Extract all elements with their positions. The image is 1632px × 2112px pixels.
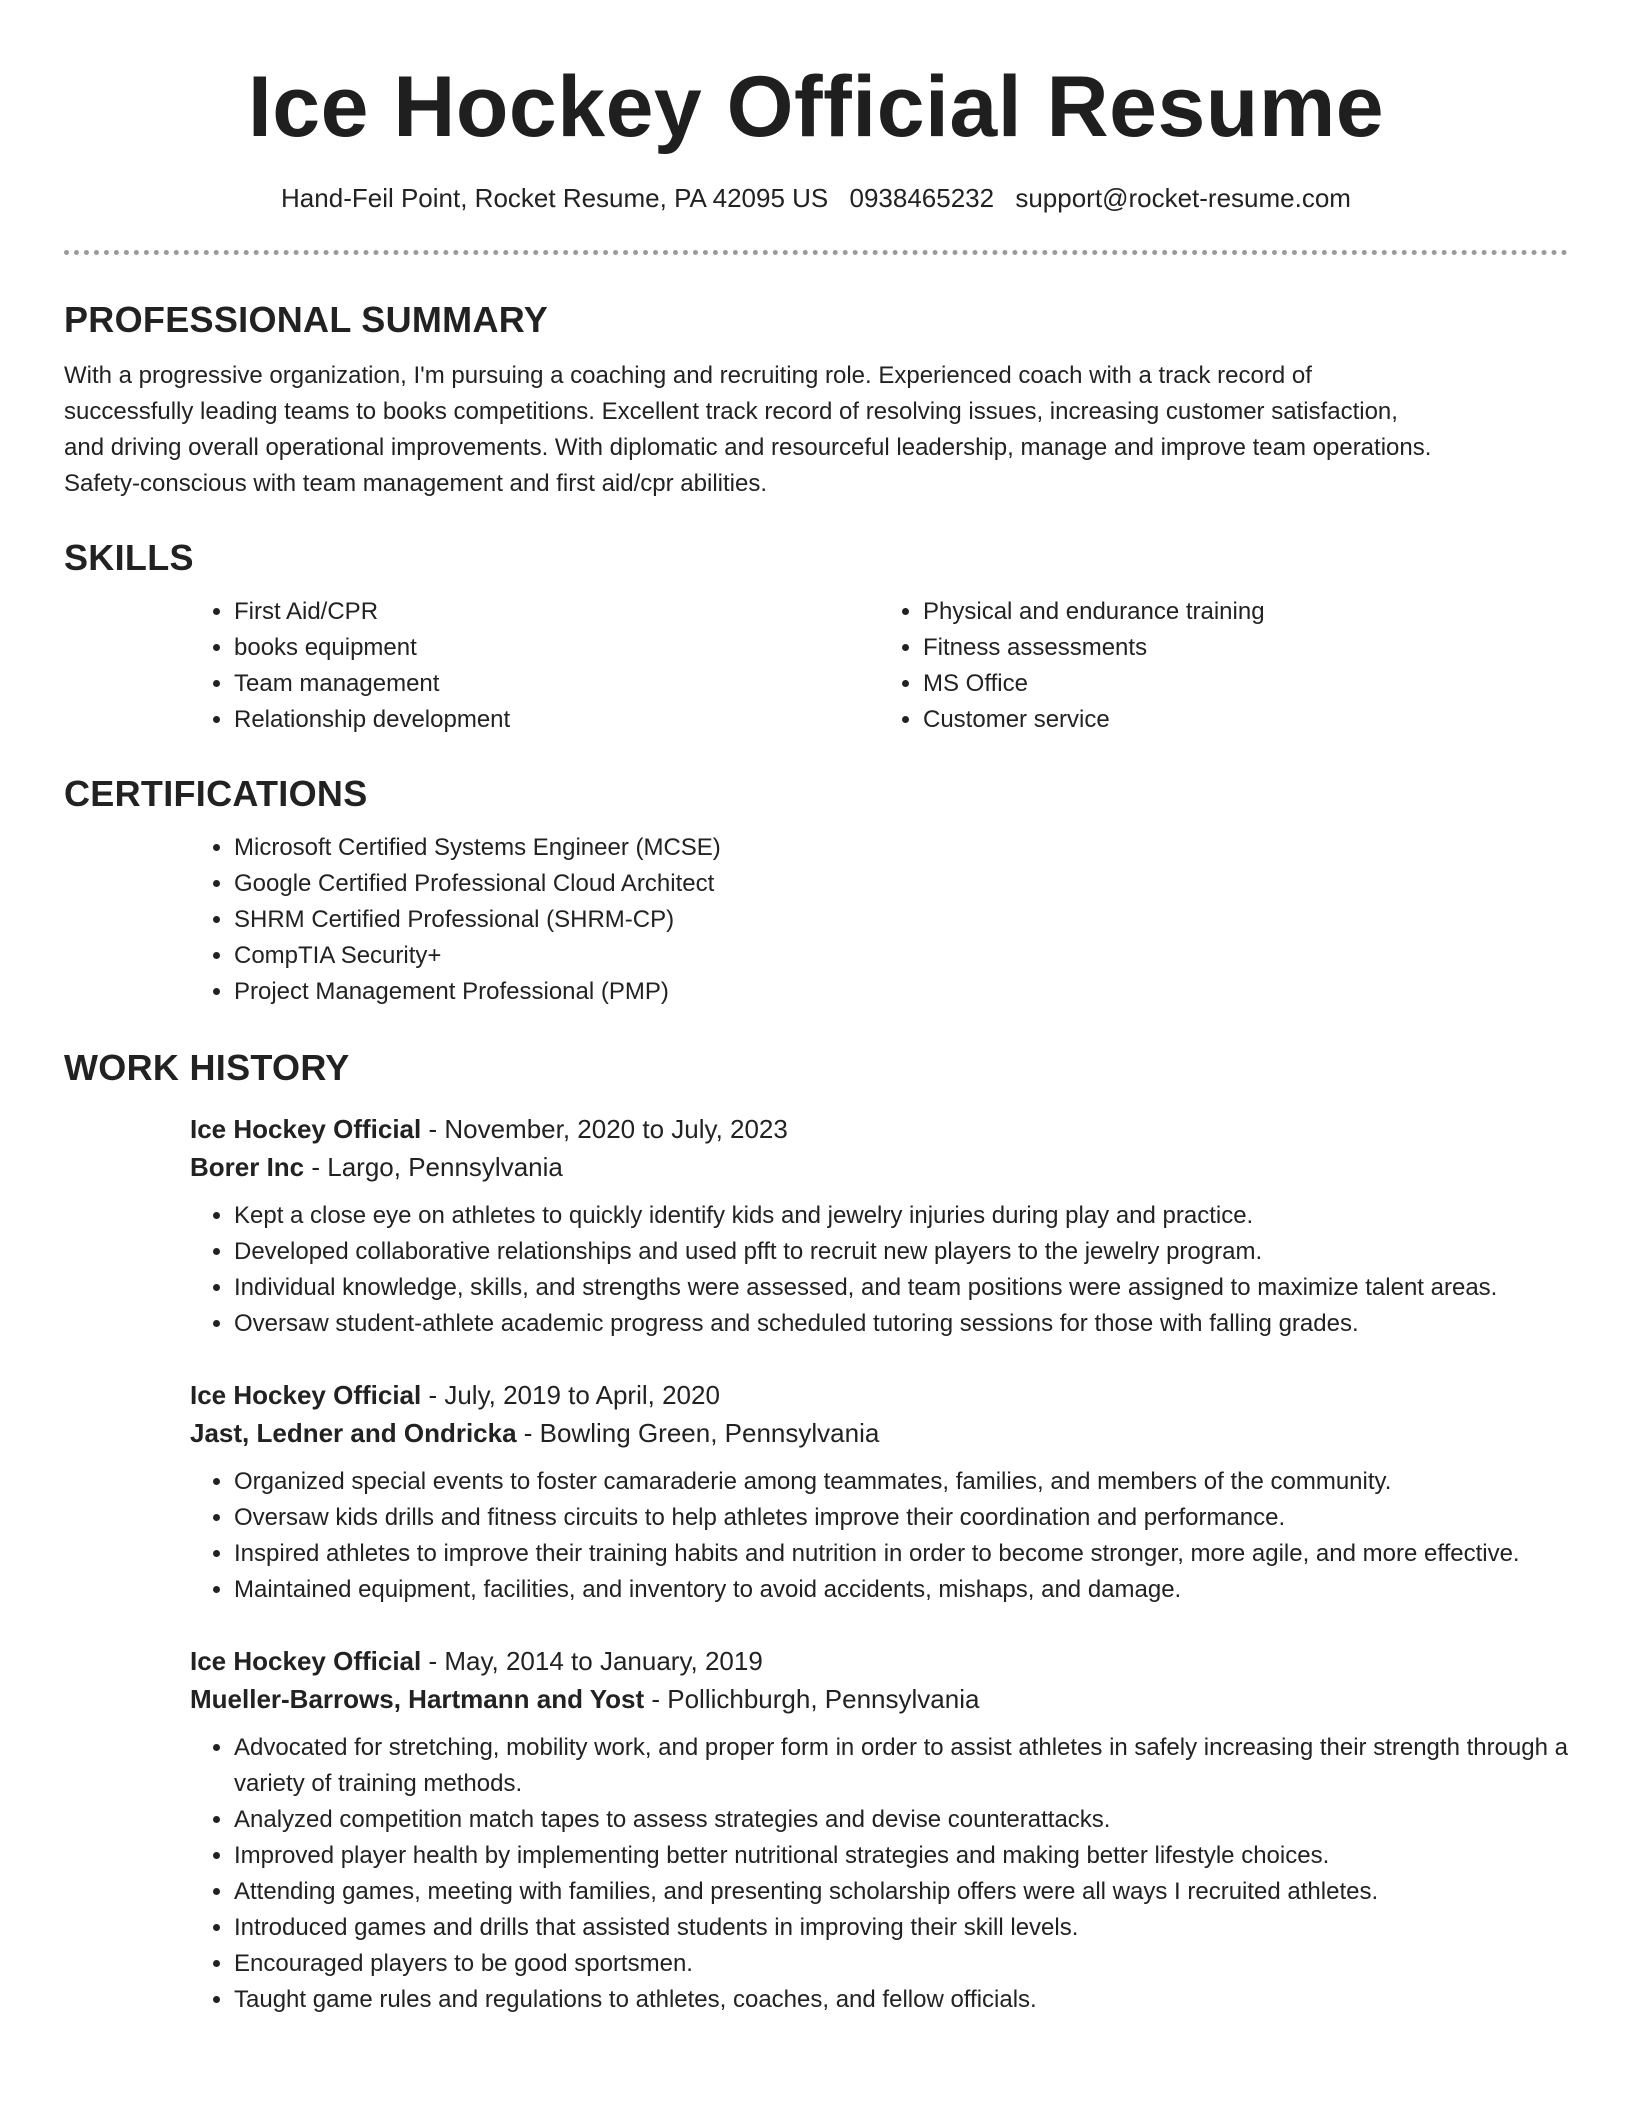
skill-item: • Customer service <box>923 702 1568 738</box>
job-role: Ice Hockey Official <box>190 1114 422 1144</box>
job-location: - Pollichburgh, Pennsylvania <box>644 1684 980 1714</box>
job-bullet: • Advocated for stretching, mobility work, and proper form in order to assist athletes in safely increasing their strength through a variety of training methods. <box>234 1730 1568 1802</box>
work-history-section <box>64 1046 1568 2018</box>
skills-section <box>64 536 1568 738</box>
header-divider <box>64 250 1568 255</box>
certification-item: • SHRM Certified Professional (SHRM-CP) <box>234 902 1568 938</box>
skills-list-left <box>190 594 879 738</box>
summary-text: With a progressive organization, I'm pursuing a coaching and recruiting role. Experienced coach with a track record of successfully leading teams to books competitions. Excellent track record of resolving issues, increasing customer satisfaction, and driving overall operational improvements. With diplomatic and resourceful leadership, manage and improve team operations. Safety-conscious with team management and first aid/cpr abilities. <box>64 362 1432 497</box>
resume-title: Ice Hockey Official Resume <box>247 59 1385 155</box>
certifications-list <box>190 830 1568 1010</box>
job-location: - Bowling Green, Pennsylvania <box>516 1418 880 1448</box>
skill-item: • First Aid/CPR <box>234 594 879 630</box>
certification-item: • Microsoft Certified Systems Engineer (MCSE) <box>234 830 1568 866</box>
contact-line <box>0 180 1632 216</box>
job-company-line <box>190 1680 1568 1718</box>
job-bullet: • Oversaw student-athlete academic progress and scheduled tutoring sessions for those with falling grades. <box>234 1306 1568 1342</box>
job-company: Borer Inc <box>190 1152 305 1182</box>
job-bullets <box>190 1464 1568 1608</box>
summary-section <box>64 298 1568 502</box>
job-title-line <box>190 1642 1568 1680</box>
job-entry <box>190 1642 1568 2018</box>
contact-email: support@rocket-resume.com <box>1015 183 1351 213</box>
job-role: Ice Hockey Official <box>190 1646 422 1676</box>
skill-item: • Physical and endurance training <box>923 594 1568 630</box>
job-title-line <box>190 1376 1568 1414</box>
job-bullet: • Analyzed competition match tapes to assess strategies and devise counterattacks. <box>234 1802 1568 1838</box>
job-bullet: • Organized special events to foster camaraderie among teammates, families, and members of the community. <box>234 1464 1568 1500</box>
skill-item: • MS Office <box>923 666 1568 702</box>
job-bullet: • Introduced games and drills that assisted students in improving their skill levels. <box>234 1910 1568 1946</box>
job-bullet: • Individual knowledge, skills, and strengths were assessed, and team positions were assigned to maximize talent areas. <box>234 1270 1568 1306</box>
job-bullet: • Kept a close eye on athletes to quickly identify kids and jewelry injuries during play and practice. <box>234 1198 1568 1234</box>
job-bullet: • Encouraged players to be good sportsmen. <box>234 1946 1568 1982</box>
skills-heading: SKILLS <box>64 537 194 578</box>
contact-phone: 0938465232 <box>849 183 995 213</box>
job-company: Mueller-Barrows, Hartmann and Yost <box>190 1684 645 1714</box>
job-bullet: • Attending games, meeting with families, and presenting scholarship offers were all ways I recruited athletes. <box>234 1874 1568 1910</box>
skills-list-right <box>879 594 1568 738</box>
work-history-heading: WORK HISTORY <box>64 1047 350 1088</box>
job-company-line <box>190 1414 1568 1452</box>
job-bullets <box>190 1198 1568 1342</box>
certifications-section <box>64 772 1568 1010</box>
job-dates: - July, 2019 to April, 2020 <box>421 1380 720 1410</box>
job-dates: - May, 2014 to January, 2019 <box>421 1646 763 1676</box>
job-bullet: • Taught game rules and regulations to athletes, coaches, and fellow officials. <box>234 1982 1568 2018</box>
job-bullet: • Oversaw kids drills and fitness circuits to help athletes improve their coordination and performance. <box>234 1500 1568 1536</box>
skill-item: • books equipment <box>234 630 879 666</box>
job-bullet: • Inspired athletes to improve their training habits and nutrition in order to become stronger, more agile, and more effective. <box>234 1536 1568 1572</box>
contact-address: Hand-Feil Point, Rocket Resume, PA 42095 US <box>281 183 829 213</box>
certification-item: • CompTIA Security+ <box>234 938 1568 974</box>
job-entry <box>190 1376 1568 1608</box>
job-bullet: • Developed collaborative relationships and used pfft to recruit new players to the jewelry program. <box>234 1234 1568 1270</box>
job-company-line <box>190 1148 1568 1186</box>
skills-columns <box>190 594 1568 738</box>
job-title-line <box>190 1110 1568 1148</box>
job-dates: - November, 2020 to July, 2023 <box>421 1114 788 1144</box>
skill-item: • Relationship development <box>234 702 879 738</box>
job-entry <box>190 1110 1568 1342</box>
job-location: - Largo, Pennsylvania <box>304 1152 563 1182</box>
skill-item: • Fitness assessments <box>923 630 1568 666</box>
job-company: Jast, Ledner and Ondricka <box>190 1418 517 1448</box>
job-bullet: • Maintained equipment, facilities, and inventory to avoid accidents, mishaps, and damage. <box>234 1572 1568 1608</box>
certification-item: • Project Management Professional (PMP) <box>234 974 1568 1010</box>
summary-heading: PROFESSIONAL SUMMARY <box>64 299 549 340</box>
job-role: Ice Hockey Official <box>190 1380 422 1410</box>
job-bullet: • Improved player health by implementing better nutritional strategies and making better lifestyle choices. <box>234 1838 1568 1874</box>
job-bullets <box>190 1730 1568 2018</box>
skill-item: • Team management <box>234 666 879 702</box>
certification-item: • Google Certified Professional Cloud Architect <box>234 866 1568 902</box>
certifications-heading: CERTIFICATIONS <box>64 773 368 814</box>
